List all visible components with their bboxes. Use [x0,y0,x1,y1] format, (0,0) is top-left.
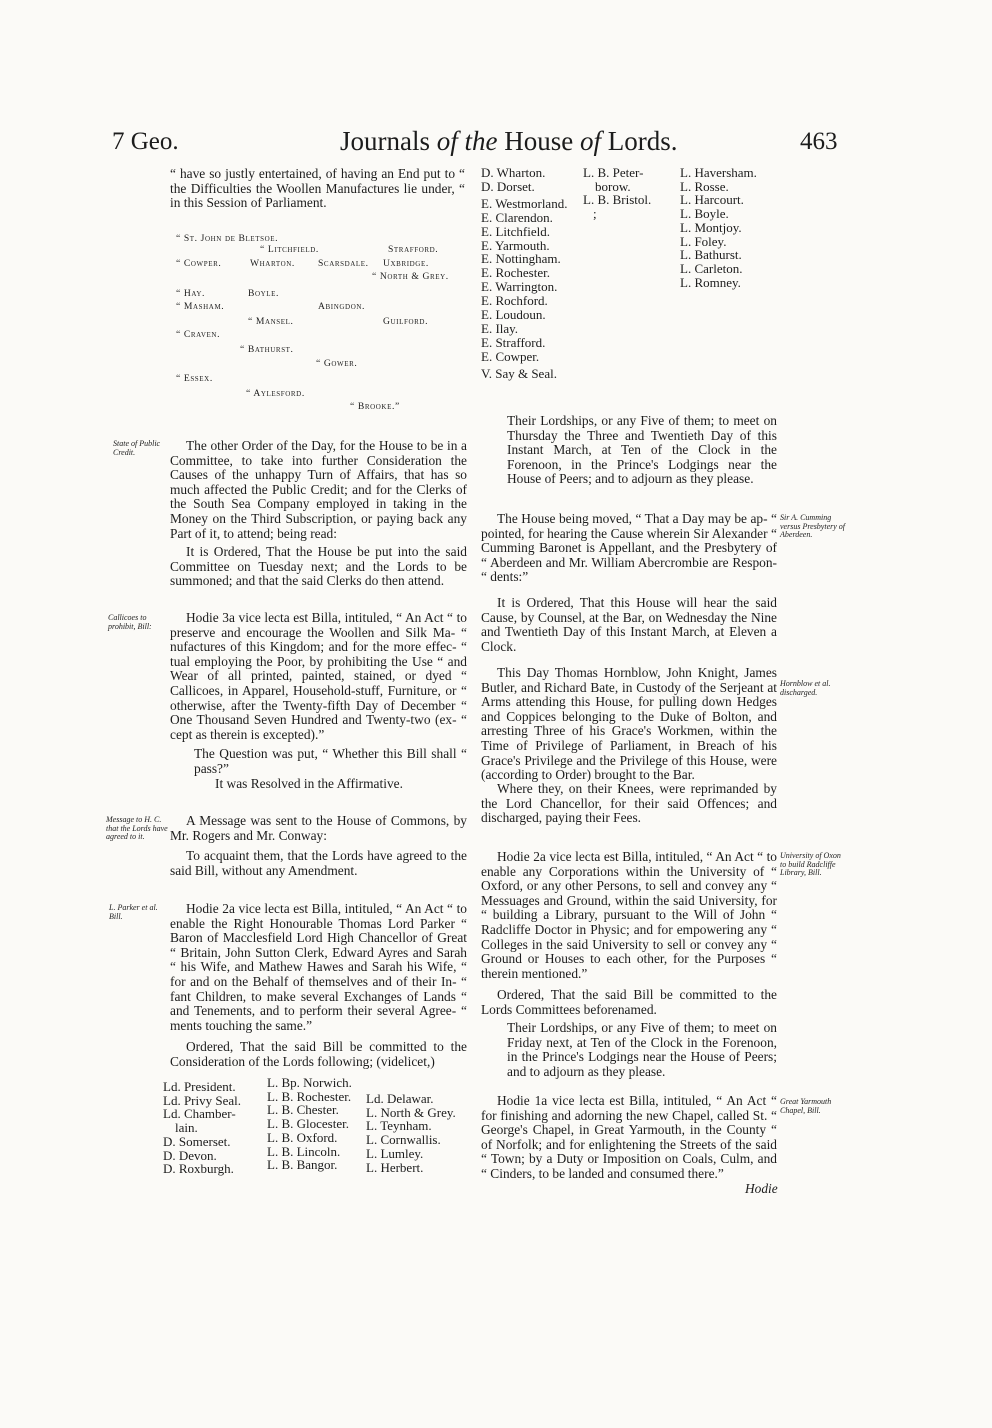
margin-note: Sir A. Cumming versus Presbytery of Aberdeen. [780,513,846,540]
signature: Abingdon. [318,301,366,312]
paragraph: Hodie 3a vice lecta est Billa, intituled, “ An Act “ to preserve and encourage the Woollen and Silk Ma- “ nufactures of this Kingdom; and for the more effec- “ tual employing the Poor, by prohibiting the Use “ and Wear of all printed, painted, stained, or dyed “ Callicoes, in Apparel, Household-stuff, Furniture, or “ otherwise, after the Twenty-fifth Day of December “ One Thousand Seven Hundred and Twenty-two (ex- “ cept as therein is excepted).” [170,610,467,742]
lords-list: L. B. Peter- borow. L. B. Bristol. ; [583,165,652,222]
signature: “ Craven. [176,329,221,340]
regnal-year: 7 Geo. [112,128,179,155]
petition-closing: “ have so justly entertained, of having an End put to “ the Difficulties the Woollen Manufactures lie under, “ in this Session of Parliament. [170,166,465,211]
signature: Strafford. [388,244,439,255]
paragraph: The House being moved, “ That a Day may be ap- “ pointed, for hearing the Cause wherein Sir Alexander “ Cumming Baronet is Appellant, and the Presbytery of “ Aberdeen and Mr. William Abercrombie are Respon- “ dents:” [481,511,777,585]
signature: “ Aylesford. [246,388,305,399]
paragraph: Where they, on their Knees, were reprimanded by the Lord Chancellor, for their said Offences; and discharged, paying their Fees. [481,781,777,826]
paragraph: Ordered, That the said Bill be committed to the Consideration of the Lords following; (videlicet,) [170,1039,467,1069]
signature: Wharton. [250,258,295,269]
page-number: 463 [800,128,838,155]
lords-list: Ld. Delawar. L. North & Grey. L. Teynham. L. Cornwallis. L. Lumley. L. Herbert. [366,1091,456,1175]
signature: “ Hay. [176,288,206,299]
lords-list: L. Haversham. L. Rosse. L. Harcourt. L. Boyle. L. Montjoy. L. Foley. L. Bathurst. L. Carleton. L. Romney. [680,165,757,290]
resolved: It was Resolved in the Affirmative. [215,776,403,791]
paragraph: A Message was sent to the House of Commons, by Mr. Rogers and Mr. Conway: [170,813,467,843]
lords-list: Ld. President. Ld. Privy Seal. Ld. Chamber- lain. D. Somerset. D. Devon. D. Roxburgh. [163,1079,241,1177]
lords-list: L. Bp. Norwich. L. B. Rochester. L. B. Chester. L. B. Glocester. L. B. Oxford. L. B. Lincoln. L. B. Bangor. [267,1075,352,1173]
margin-note: L. Parker et al. Bill. [109,903,158,921]
catchword: Hodie [745,1181,778,1196]
margin-note: University of Oxon to build Radcliffe Library, Bill. [780,851,841,878]
margin-note: Callicoes to prohibit, Bill: [108,613,152,631]
paragraph: Hodie 1a vice lecta est Billa, intituled, “ An Act “ for finishing and adorning the new Chapel, called St. “ George's Chapel, in Great Yarmouth, in the County “ of Norfolk; and for enlightening the Streets of the said “ Town; by a Duty or Imposition on Coals, Culm, and “ Cinders, to be landed and consumed there.” [481,1093,777,1181]
signature: “ St. John de Bletsoe. [176,233,279,244]
signature: “ Gower. [316,358,358,369]
margin-note: Great Yarmouth Chapel, Bill. [780,1097,832,1115]
paragraph: Hodie 2a vice lecta est Billa, intituled, “ An Act “ to enable any Corporations within the University of “ Oxford, or any other Persons, to sell and convey any “ Messuages and Ground, within the said University, for “ building a Library, pursuant to the Will of John “ Radcliffe Doctor in Physic; and for empowering any “ Colleges in the said University to sell or convey any “ Ground or Houses to each other, for the Purposes “ therein mentioned.” [481,849,777,981]
signature: “ Bathurst. [240,344,294,355]
signature: “ Mansel. [248,316,294,327]
signature: “ Essex. [176,373,213,384]
lords-list: D. Wharton. D. Dorset. E. Westmorland. E. Clarendon. E. Litchfield. E. Yarmouth. E. Nottingham. E. Rochester. E. Warrington. E. Rochford. E. Loudoun. E. Ilay. E. Strafford. E. Cowper. V. Say & Seal. [481,165,568,381]
signature: Boyle. [248,288,280,299]
paragraph: Hodie 2a vice lecta est Billa, intituled, “ An Act “ to enable the Right Honourable Thomas Lord Parker “ Baron of Macclesfield Lord High Chancellor of Great “ Britain, John Sutton Clerk, Edward Ayres and Sarah “ his Wife, and Mathew Hawes and Sarah his Wife, “ for and on the Behalf of themselves and of their In- “ fant Children, to make several Exchanges of Lands “ and Tenements, and to perform their several Agree- “ ments touching the same.” [170,901,467,1033]
paragraph: It is Ordered, That the House be put into the said Committee on Tuesday next; and the Lords to be summoned; and that the said Clerks do then attend. [170,544,467,589]
paragraph: This Day Thomas Hornblow, John Knight, James Butler, and Richard Bate, in Custody of the Serjeant at Arms attending this House, for pulling down Hedges and Coppices belonging to the Duke of Bolton, and arresting Three of his Grace's Workmen, within the Time of Privilege of Parliament, in Breach of his Grace's Privilege and the Privilege of this House, were (according to Order) brought to the Bar. [481,665,777,783]
paragraph: To acquaint them, that the Lords have agreed to the said Bill, without any Amendment. [170,848,467,878]
margin-note: Hornblow et al. discharged. [780,679,831,697]
paragraph: Their Lordships, or any Five of them; to meet on Friday next, at Ten of the Clock in the Forenoon, in the Prince's Lodgings near the House of Peers; and to adjourn as they please. [507,1020,777,1079]
signature: “ Litchfield. [260,244,319,255]
signature: “ North & Grey. [372,271,449,282]
paragraph: Their Lordships, or any Five of them; to meet on Thursday the Three and Twentieth Day of this Instant March, at Ten of the Clock in the Forenoon, in the Prince's Lodgings near the House of Peers; and to adjourn as they please. [507,413,777,487]
paragraph: Ordered, That the said Bill be committed to the Lords Committees beforenamed. [481,987,777,1017]
signature: “ Masham. [176,301,225,312]
signature: Guilford. [383,316,429,327]
margin-note: State of Public Credit. [113,439,161,457]
question: The Question was put, “ Whether this Bill shall “ pass?” [194,746,467,776]
signature: Uxbridge. [383,258,429,269]
signature: “ Brooke.” [350,401,400,412]
page-title: Journals of the House of Lords. [340,126,678,156]
signature: “ Cowper. [176,258,222,269]
signature: Scarsdale. [318,258,369,269]
margin-note: Message to H. C. that the Lords have agreed to it. [106,815,168,842]
paragraph: The other Order of the Day, for the House to be in a Committee, to take into further Consideration the Causes of the unhappy Turn of Affairs, that has so much affected the Public Credit; and for the Clerks of the South Sea Company employed in taking in the Money on the Third Subscription, or paying back any Part of it, to attend; being read: [170,438,467,541]
paragraph: It is Ordered, That this House will hear the said Cause, by Counsel, at the Bar, on Wednesday the Nine and Twentieth Day of this Instant March, at Eleven a Clock. [481,595,777,654]
